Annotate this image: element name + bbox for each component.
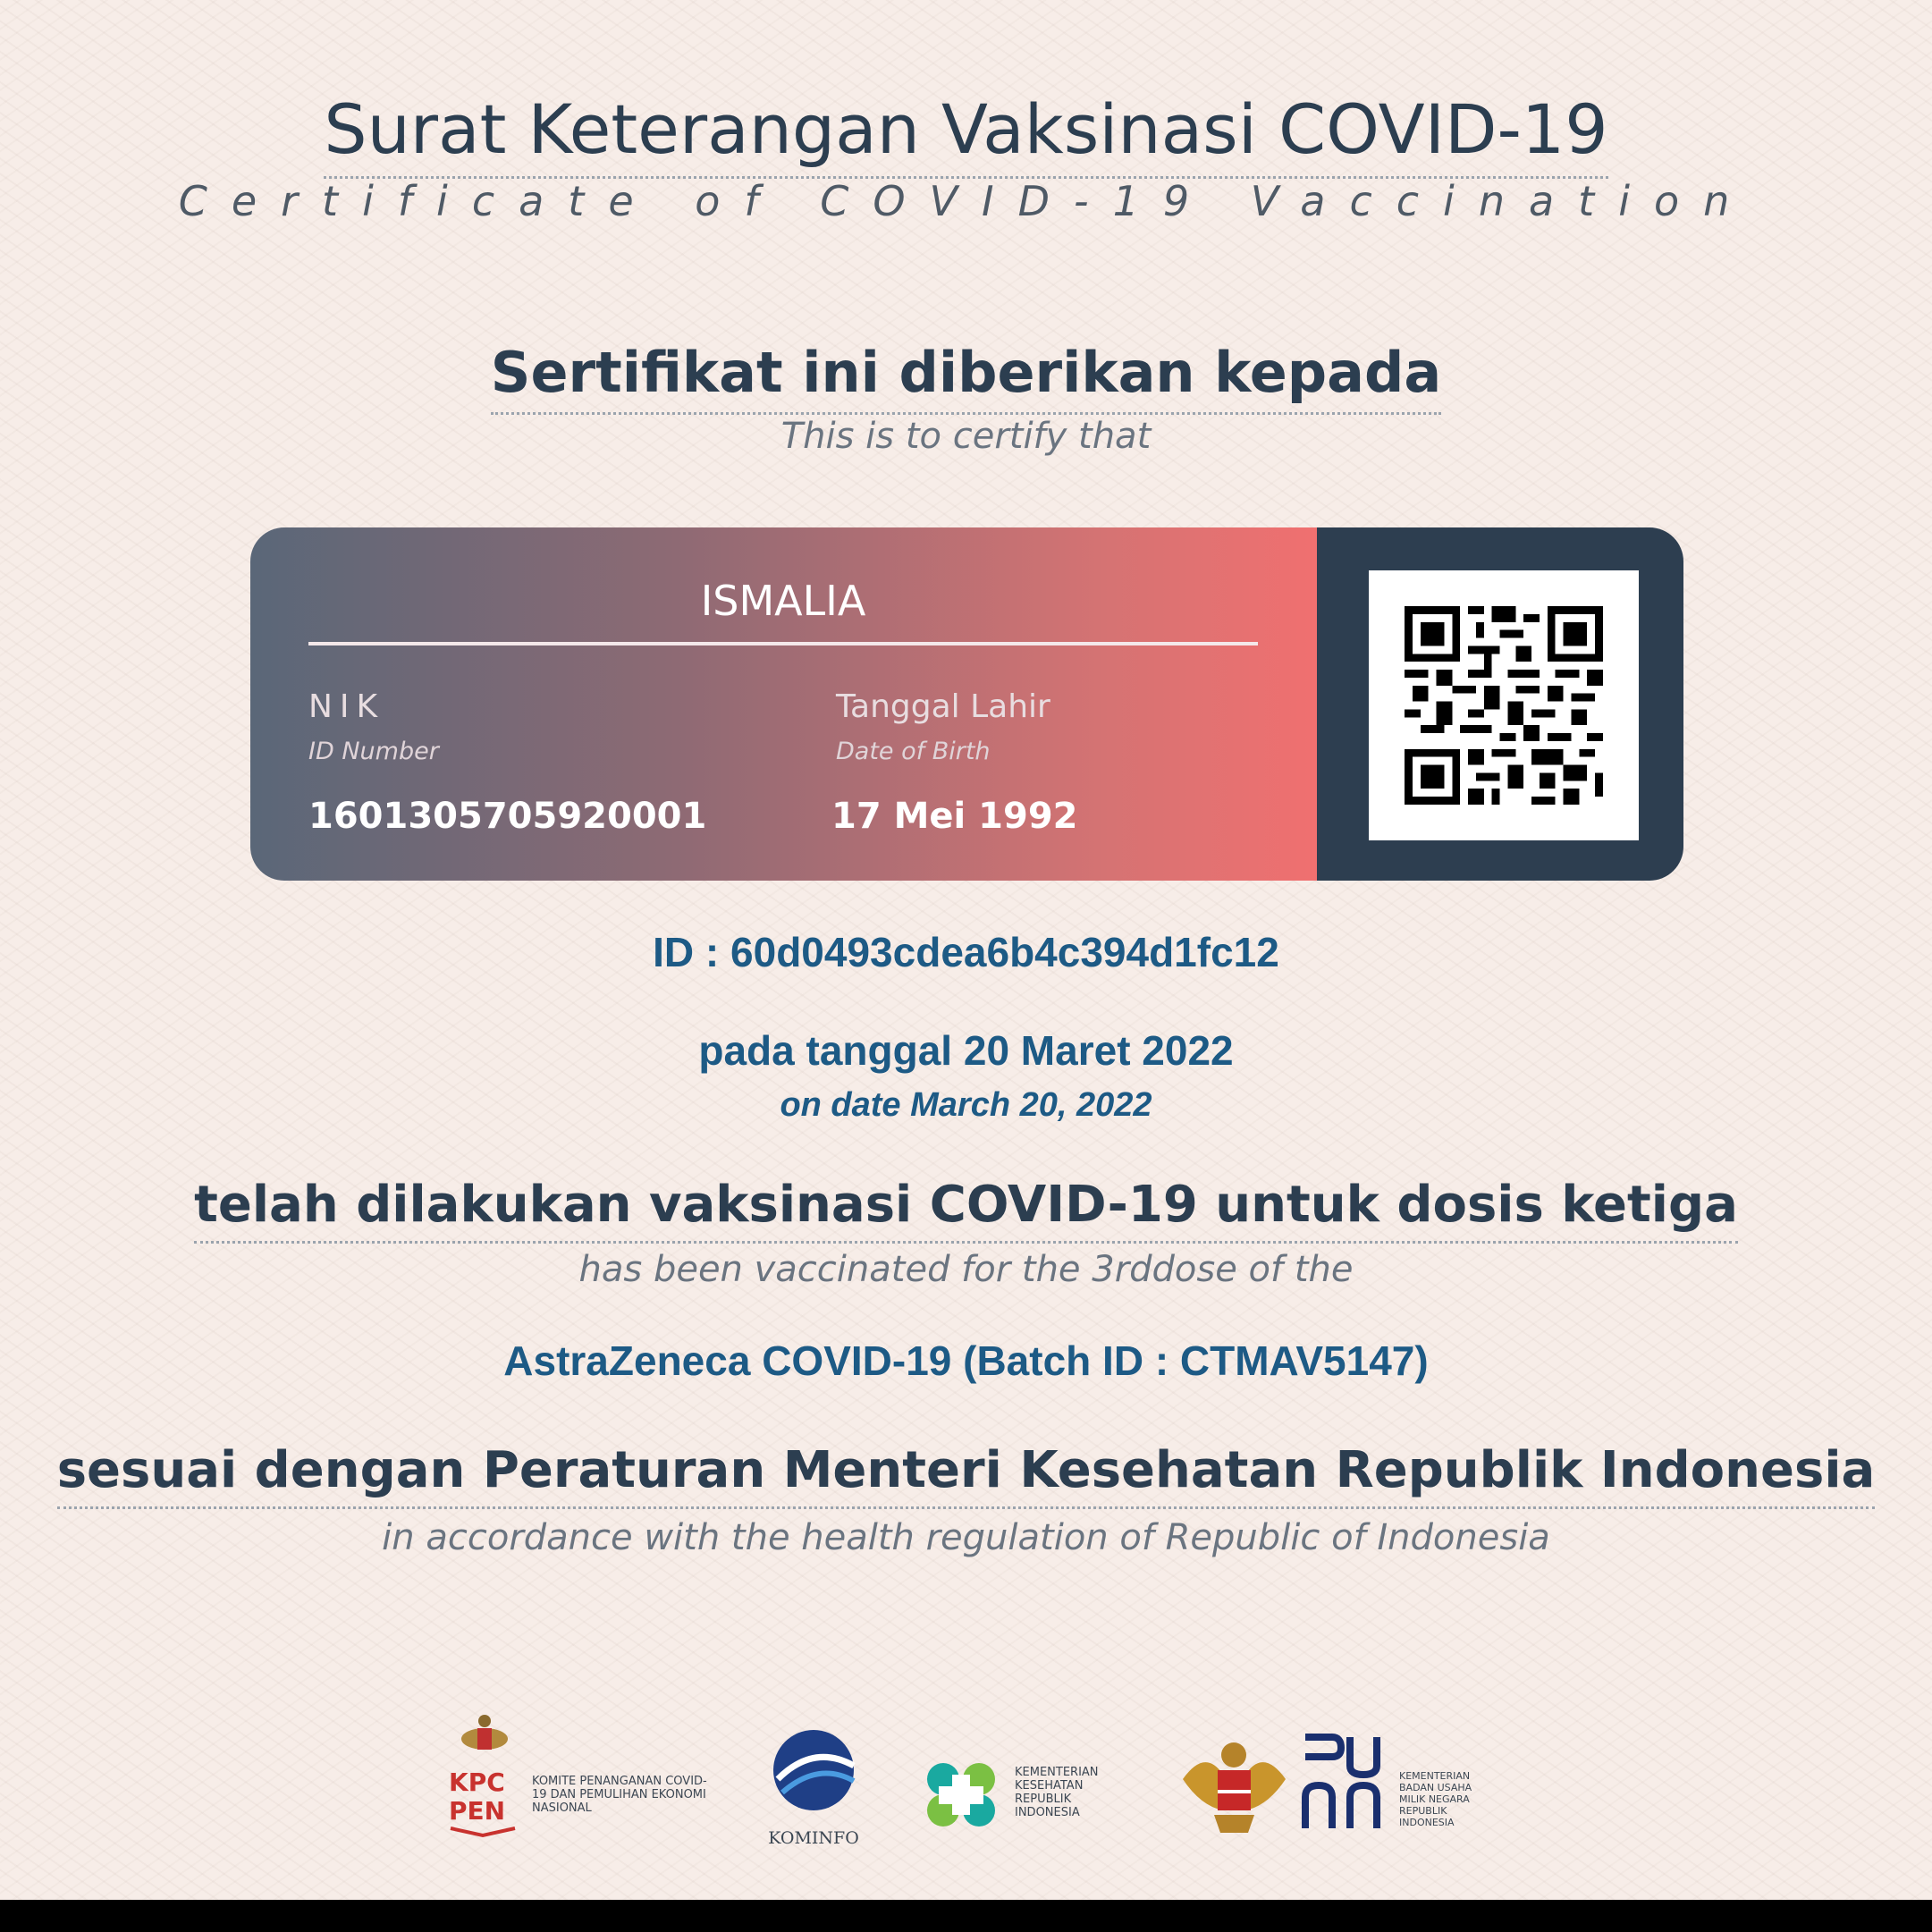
- card-divider: [308, 642, 1258, 645]
- kemenkes-text: KEMENTERIAN KESEHATAN REPUBLIK INDONESIA: [1015, 1766, 1099, 1819]
- bumn-mark-icon: [1301, 1730, 1390, 1837]
- garuda-pancasila-icon: [1178, 1730, 1290, 1846]
- regulation-subheading: in accordance with the health regulation of Republic of Indonesia: [382, 1517, 1550, 1558]
- regulation-heading-text: sesuai dengan Peraturan Menteri Kesehatan Republik Indonesia: [57, 1441, 1876, 1509]
- nik-label: NIK: [308, 688, 385, 725]
- kpcpen-text: KOMITE PENANGANAN COVID-19 DAN PEMULIHAN EKONOMI NASIONAL: [532, 1775, 707, 1815]
- recipient-subheading: This is to certify that: [780, 416, 1152, 457]
- kominfo-emblem-icon: [764, 1725, 863, 1815]
- vaccination-date-en: on date March 20, 2022: [780, 1086, 1152, 1124]
- svg-text:PEN: PEN: [449, 1796, 506, 1826]
- dose-heading: [0, 1176, 1932, 1244]
- regulation-heading: [0, 1441, 1932, 1509]
- recipient-heading-text: Sertifikat ini diberikan kepada: [491, 340, 1441, 415]
- dose-subheading: has been vaccinated for the 3rddose of the: [578, 1249, 1354, 1290]
- certificate-subtitle: Certificate of COVID-19 Vaccination: [178, 177, 1754, 225]
- recipient-heading: [0, 340, 1932, 415]
- svg-text:KPC: KPC: [449, 1767, 505, 1797]
- nik-sublabel: ID Number: [308, 738, 439, 765]
- vaccine-name: AstraZeneca COVID-19 (Batch ID : CTMAV5147): [503, 1337, 1429, 1384]
- kpcpen-mark-icon: [447, 1764, 519, 1844]
- garuda-small-icon: [458, 1712, 511, 1761]
- bottom-bar: [0, 1900, 1932, 1932]
- garuda-logo: [1178, 1730, 1290, 1846]
- nik-value: 1601305705920001: [308, 796, 707, 837]
- qr-code-icon: [1405, 606, 1603, 805]
- certificate-title: [0, 89, 1932, 179]
- vaccination-date: pada tanggal 20 Maret 2022: [698, 1027, 1234, 1074]
- holder-name: ISMALIA: [700, 577, 866, 625]
- dob-sublabel: Date of Birth: [836, 738, 991, 765]
- kemenkes-emblem-icon: [916, 1748, 1006, 1837]
- kpcpen-logo: [447, 1712, 715, 1846]
- kominfo-text: KOMINFO: [768, 1828, 859, 1848]
- holder-info-panel: [250, 527, 1317, 881]
- qr-code-box[interactable]: [1369, 570, 1639, 840]
- qr-panel: [1317, 527, 1683, 881]
- certificate-id: ID : 60d0493cdea6b4c394d1fc12: [653, 929, 1279, 975]
- dob-label: Tanggal Lahir: [836, 688, 1050, 725]
- certificate-title-text: Surat Keterangan Vaksinasi COVID-19: [324, 89, 1607, 179]
- kominfo-logo: [755, 1725, 872, 1860]
- dose-heading-text: telah dilakukan vaksinasi COVID-19 untuk dosis ketiga: [194, 1176, 1738, 1244]
- dob-value: 17 Mei 1992: [831, 796, 1078, 837]
- kemenkes-logo: [916, 1748, 1131, 1846]
- holder-card: [250, 527, 1683, 881]
- bumn-logo: [1301, 1730, 1489, 1846]
- bumn-text: KEMENTERIAN BADAN USAHA MILIK NEGARA REPUBLIK INDONESIA: [1399, 1770, 1472, 1828]
